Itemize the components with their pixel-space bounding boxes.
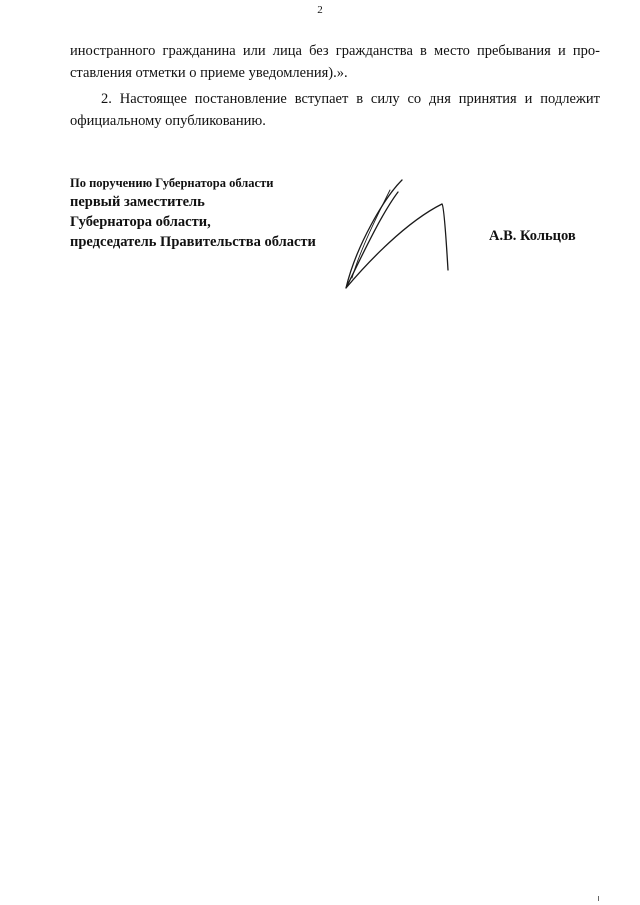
page-number: 2 (317, 4, 323, 16)
position-line: Губернатора области, (70, 214, 211, 230)
position-line: председатель Правительства области (70, 234, 316, 250)
paragraph-effective-date (70, 88, 600, 132)
paragraph-line: 2. Настоящее постановление вступает в силу со дня принятия и подлежит (101, 91, 600, 107)
position-line: первый заместитель (70, 194, 205, 210)
handwritten-signature (338, 174, 468, 296)
scan-mark (598, 896, 599, 901)
authority-line: По поручению Губернатора области (70, 176, 274, 190)
paragraph-line: официальному опубликованию. (70, 113, 266, 129)
paragraph-continuation (70, 40, 600, 84)
signature-block (70, 174, 316, 252)
paragraph-line: ставления отметки о приеме уведомления).». (70, 65, 348, 81)
signer-name: А.В. Кольцов (489, 228, 576, 244)
paragraph-line: иностранного гражданина или лица без гражданства в место пребывания и про- (70, 43, 600, 59)
